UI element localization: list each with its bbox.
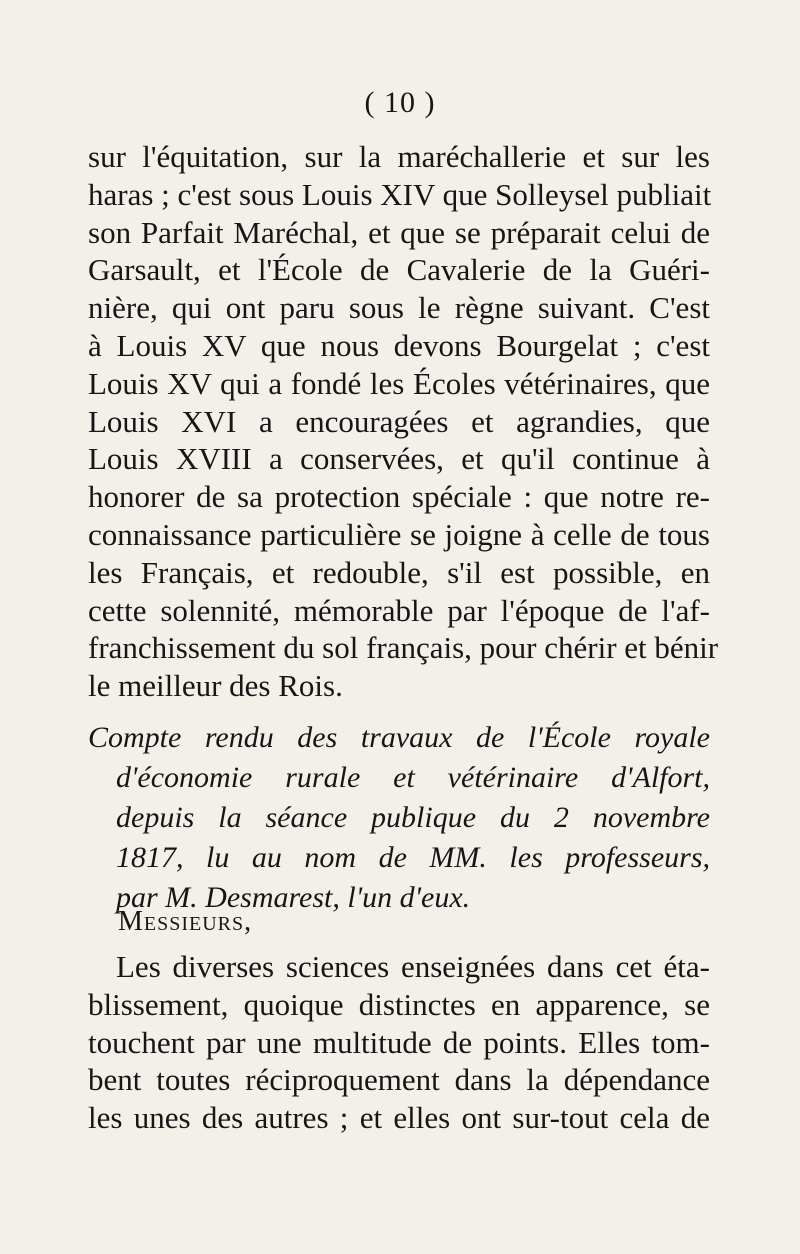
text-line: bent toutes réciproquement dans la dépendance xyxy=(88,1062,710,1098)
paragraph-2 xyxy=(88,948,710,1137)
text-line: Les diverses sciences enseignées dans cet éta- xyxy=(116,949,710,984)
text-line: les Français, et redouble, s'il est possible, en xyxy=(88,554,710,590)
heading-line: depuis la séance publique du 2 novembre xyxy=(116,801,710,834)
text-line: Garsault, et l'École de Cavalerie de la Guéri- xyxy=(88,252,710,288)
text-line: à Louis XV que nous devons Bourgelat ; c'est xyxy=(88,327,710,363)
text-line: honorer de sa protection spéciale : que notre re- xyxy=(88,479,710,515)
text-line: connaissance particulière se joigne à celle de tous xyxy=(88,516,710,552)
text-line: haras ; c'est sous Louis XIV que Solleysel publiait xyxy=(88,176,712,212)
text-line: nière, qui ont paru sous le règne suivant. C'est xyxy=(88,290,710,326)
text-line: sur l'équitation, sur la maréchallerie et sur les xyxy=(88,139,710,174)
heading-line: Compte rendu des travaux de l'École royale xyxy=(88,721,710,754)
text-line: touchent par une multitude de points. Elles tom- xyxy=(88,1024,710,1060)
heading-line: par M. Desmarest, l'un d'eux. xyxy=(116,881,471,914)
text-line: son Parfait Maréchal, et que se préparait celui de xyxy=(88,214,710,250)
text-line: blissement, quoique distinctes en apparence, se xyxy=(88,986,710,1022)
text-line: franchissement du sol français, pour chérir et bénir xyxy=(88,630,719,666)
text-line: Louis XVIII a conservées, et qu'il continue à xyxy=(88,441,710,477)
paragraph-1 xyxy=(88,138,719,705)
heading-line: d'économie rurale et vétérinaire d'Alfort, xyxy=(116,761,710,794)
text-line: cette solennité, mémorable par l'époque de l'af- xyxy=(88,592,710,628)
text-line: Louis XV qui a fondé les Écoles vétérinaires, que xyxy=(88,365,710,401)
page-number: ( 10 ) xyxy=(364,86,436,119)
text-line: les unes des autres ; et elles ont sur-tout cela de xyxy=(88,1100,710,1136)
heading-line: 1817, lu au nom de MM. les professeurs, xyxy=(116,841,710,874)
salutation: Messieurs, xyxy=(118,906,253,937)
text-line: le meilleur des Rois. xyxy=(88,668,343,704)
section-heading xyxy=(88,718,710,918)
text-line: Louis XVI a encouragées et agrandies, que xyxy=(88,403,710,439)
